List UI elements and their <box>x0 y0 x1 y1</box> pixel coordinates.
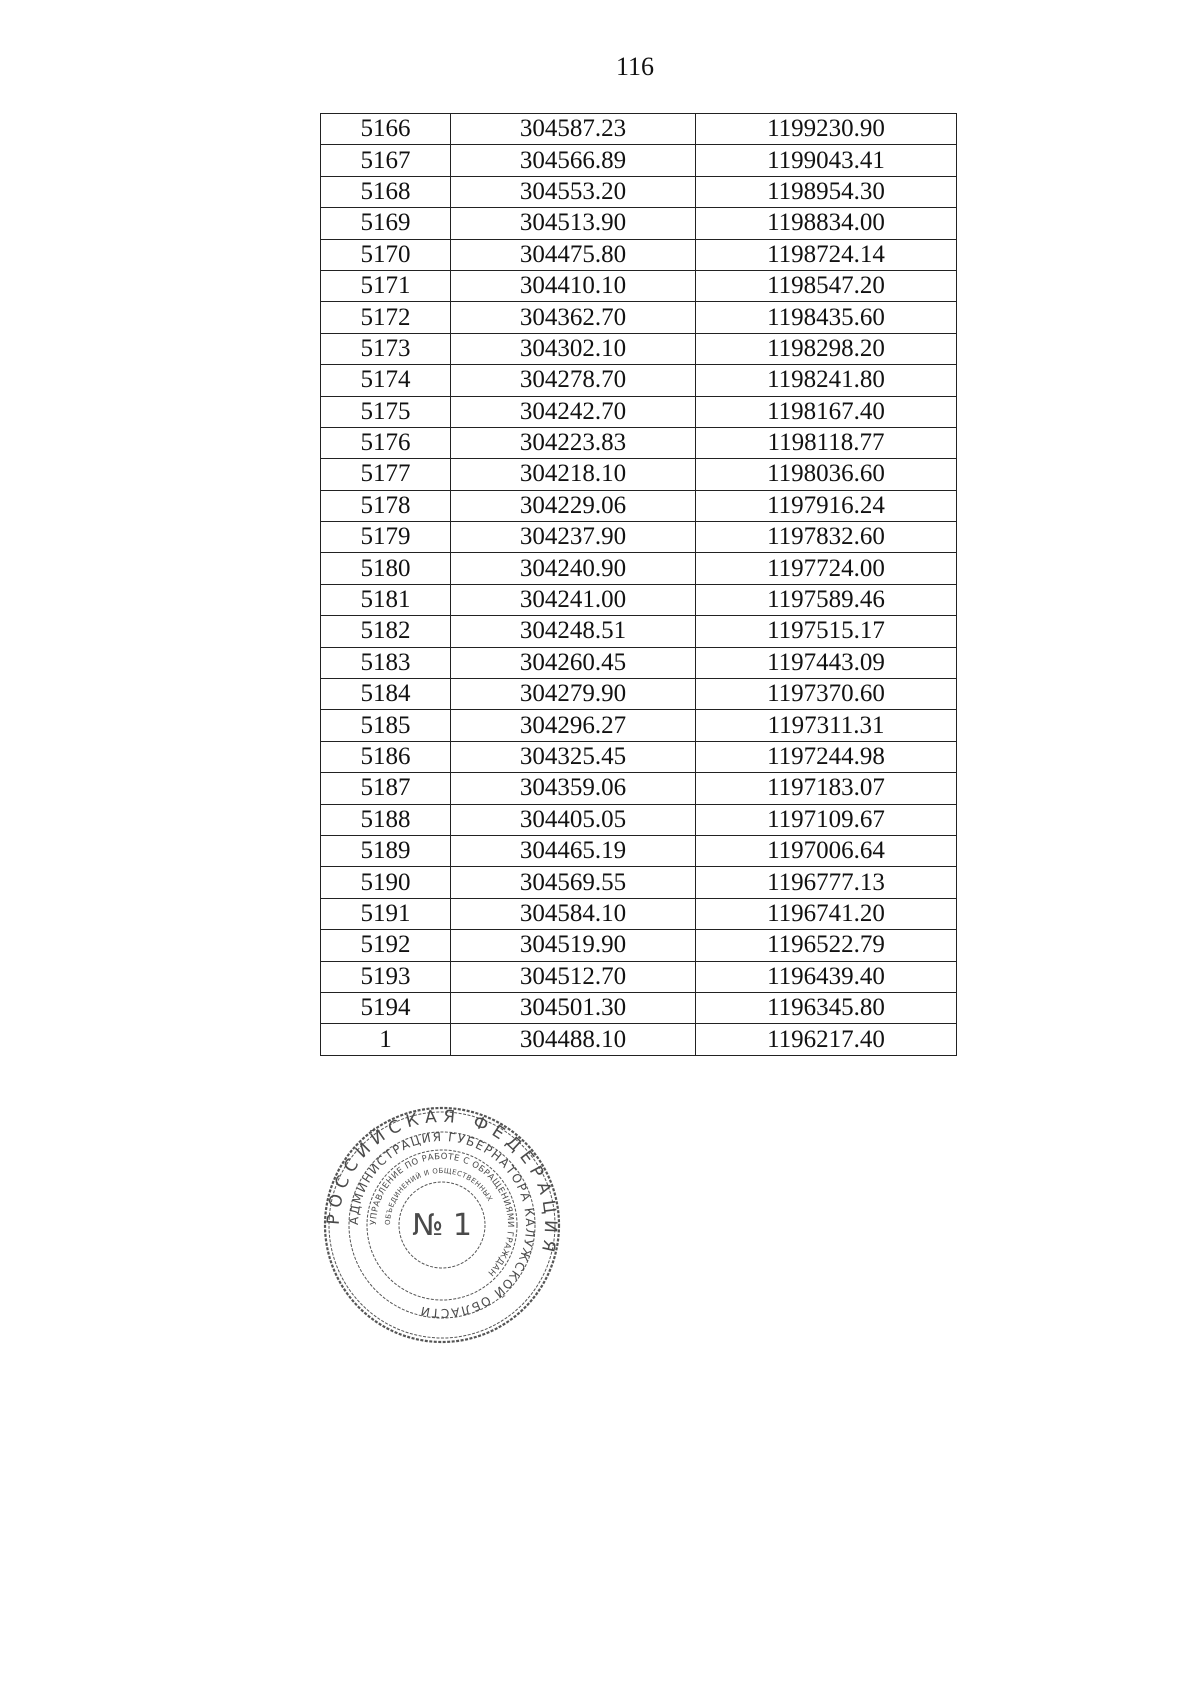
x-coordinate-cell: 304587.23 <box>451 114 696 145</box>
table-row <box>321 270 957 301</box>
point-number-cell: 5192 <box>321 930 451 961</box>
y-coordinate-cell: 1197515.17 <box>696 616 957 647</box>
point-number-cell: 5182 <box>321 616 451 647</box>
point-number-cell: 5186 <box>321 741 451 772</box>
y-coordinate-cell: 1197370.60 <box>696 679 957 710</box>
page-number: 116 <box>615 52 655 81</box>
x-coordinate-cell: 304405.05 <box>451 804 696 835</box>
y-coordinate-cell: 1197724.00 <box>696 553 957 584</box>
point-number-cell: 5171 <box>321 270 451 301</box>
x-coordinate-cell: 304260.45 <box>451 647 696 678</box>
x-coordinate-cell: 304248.51 <box>451 616 696 647</box>
x-coordinate-cell: 304218.10 <box>451 459 696 490</box>
seal-icon <box>322 1105 562 1345</box>
table-row <box>321 490 957 521</box>
y-coordinate-cell: 1198118.77 <box>696 427 957 458</box>
point-number-cell: 5174 <box>321 365 451 396</box>
x-coordinate-cell: 304410.10 <box>451 270 696 301</box>
x-coordinate-cell: 304229.06 <box>451 490 696 521</box>
y-coordinate-cell: 1198834.00 <box>696 208 957 239</box>
y-coordinate-cell: 1196741.20 <box>696 898 957 929</box>
table-row <box>321 992 957 1023</box>
point-number-cell: 5189 <box>321 835 451 866</box>
point-number-cell: 5173 <box>321 333 451 364</box>
y-coordinate-cell: 1199043.41 <box>696 145 957 176</box>
y-coordinate-cell: 1198954.30 <box>696 176 957 207</box>
table-row <box>321 741 957 772</box>
table-row <box>321 616 957 647</box>
table-row <box>321 427 957 458</box>
x-coordinate-cell: 304223.83 <box>451 427 696 458</box>
table-row <box>321 710 957 741</box>
x-coordinate-cell: 304553.20 <box>451 176 696 207</box>
x-coordinate-cell: 304302.10 <box>451 333 696 364</box>
x-coordinate-cell: 304240.90 <box>451 553 696 584</box>
y-coordinate-cell: 1196217.40 <box>696 1024 957 1055</box>
point-number-cell: 5188 <box>321 804 451 835</box>
table-row <box>321 961 957 992</box>
y-coordinate-cell: 1197244.98 <box>696 741 957 772</box>
seal-outer-text: РОССИЙСКАЯ ФЕДЕРАЦИЯ <box>323 1106 561 1260</box>
table-row <box>321 176 957 207</box>
seal-ring3-text: УПРАВЛЕНИЕ ПО РАБОТЕ С ОБРАЩЕНИЯМИ ГРАЖДАН <box>368 1151 516 1278</box>
point-number-cell: 5179 <box>321 522 451 553</box>
y-coordinate-cell: 1197443.09 <box>696 647 957 678</box>
point-number-cell: 5191 <box>321 898 451 929</box>
point-number-cell: 5176 <box>321 427 451 458</box>
x-coordinate-cell: 304513.90 <box>451 208 696 239</box>
y-coordinate-cell: 1197109.67 <box>696 804 957 835</box>
coordinates-table <box>320 113 957 1056</box>
y-coordinate-cell: 1198724.14 <box>696 239 957 270</box>
y-coordinate-cell: 1198298.20 <box>696 333 957 364</box>
y-coordinate-cell: 1197832.60 <box>696 522 957 553</box>
table-row <box>321 773 957 804</box>
x-coordinate-cell: 304241.00 <box>451 584 696 615</box>
x-coordinate-cell: 304566.89 <box>451 145 696 176</box>
y-coordinate-cell: 1198036.60 <box>696 459 957 490</box>
y-coordinate-cell: 1197006.64 <box>696 835 957 866</box>
y-coordinate-cell: 1197311.31 <box>696 710 957 741</box>
y-coordinate-cell: 1198435.60 <box>696 302 957 333</box>
point-number-cell: 5175 <box>321 396 451 427</box>
point-number-cell: 5167 <box>321 145 451 176</box>
point-number-cell: 5172 <box>321 302 451 333</box>
point-number-cell: 5193 <box>321 961 451 992</box>
seal-ring4-text: ОБЪЕДИНЕНИЙ И ОБЩЕСТВЕННЫХ <box>383 1166 494 1226</box>
table-row <box>321 867 957 898</box>
y-coordinate-cell: 1196345.80 <box>696 992 957 1023</box>
table-row <box>321 145 957 176</box>
x-coordinate-cell: 304465.19 <box>451 835 696 866</box>
x-coordinate-cell: 304359.06 <box>451 773 696 804</box>
table-row <box>321 679 957 710</box>
coordinates-table-body <box>321 114 957 1056</box>
table-row <box>321 522 957 553</box>
table-row <box>321 584 957 615</box>
point-number-cell: 5194 <box>321 992 451 1023</box>
table-row <box>321 804 957 835</box>
point-number-cell: 5185 <box>321 710 451 741</box>
y-coordinate-cell: 1196777.13 <box>696 867 957 898</box>
point-number-cell: 5168 <box>321 176 451 207</box>
table-row <box>321 396 957 427</box>
x-coordinate-cell: 304278.70 <box>451 365 696 396</box>
x-coordinate-cell: 304488.10 <box>451 1024 696 1055</box>
table-row <box>321 208 957 239</box>
x-coordinate-cell: 304501.30 <box>451 992 696 1023</box>
x-coordinate-cell: 304475.80 <box>451 239 696 270</box>
table-row <box>321 930 957 961</box>
x-coordinate-cell: 304279.90 <box>451 679 696 710</box>
x-coordinate-cell: 304512.70 <box>451 961 696 992</box>
y-coordinate-cell: 1196439.40 <box>696 961 957 992</box>
point-number-cell: 5170 <box>321 239 451 270</box>
table-row <box>321 835 957 866</box>
table-row <box>321 553 957 584</box>
table-row <box>321 1024 957 1055</box>
point-number-cell: 5184 <box>321 679 451 710</box>
point-number-cell: 5166 <box>321 114 451 145</box>
x-coordinate-cell: 304325.45 <box>451 741 696 772</box>
x-coordinate-cell: 304569.55 <box>451 867 696 898</box>
x-coordinate-cell: 304242.70 <box>451 396 696 427</box>
seal-ring2-text: АДМИНИСТРАЦИЯ ГУБЕРНАТОРА КАЛУЖСКОЙ ОБЛАСТИ <box>346 1129 538 1321</box>
x-coordinate-cell: 304519.90 <box>451 930 696 961</box>
table-row <box>321 365 957 396</box>
table-row <box>321 898 957 929</box>
point-number-cell: 5177 <box>321 459 451 490</box>
point-number-cell: 5169 <box>321 208 451 239</box>
y-coordinate-cell: 1198241.80 <box>696 365 957 396</box>
x-coordinate-cell: 304237.90 <box>451 522 696 553</box>
point-number-cell: 5187 <box>321 773 451 804</box>
official-seal <box>322 1105 562 1345</box>
table-row <box>321 647 957 678</box>
y-coordinate-cell: 1196522.79 <box>696 930 957 961</box>
y-coordinate-cell: 1197183.07 <box>696 773 957 804</box>
table-row <box>321 333 957 364</box>
table-row <box>321 302 957 333</box>
y-coordinate-cell: 1198547.20 <box>696 270 957 301</box>
y-coordinate-cell: 1199230.90 <box>696 114 957 145</box>
seal-center-text: № 1 <box>412 1208 472 1243</box>
table-row <box>321 239 957 270</box>
x-coordinate-cell: 304584.10 <box>451 898 696 929</box>
x-coordinate-cell: 304296.27 <box>451 710 696 741</box>
point-number-cell: 5183 <box>321 647 451 678</box>
point-number-cell: 5178 <box>321 490 451 521</box>
table-row <box>321 114 957 145</box>
y-coordinate-cell: 1197589.46 <box>696 584 957 615</box>
point-number-cell: 5180 <box>321 553 451 584</box>
y-coordinate-cell: 1198167.40 <box>696 396 957 427</box>
y-coordinate-cell: 1197916.24 <box>696 490 957 521</box>
point-number-cell: 5190 <box>321 867 451 898</box>
x-coordinate-cell: 304362.70 <box>451 302 696 333</box>
table-row <box>321 459 957 490</box>
point-number-cell: 5181 <box>321 584 451 615</box>
point-number-cell: 1 <box>321 1024 451 1055</box>
